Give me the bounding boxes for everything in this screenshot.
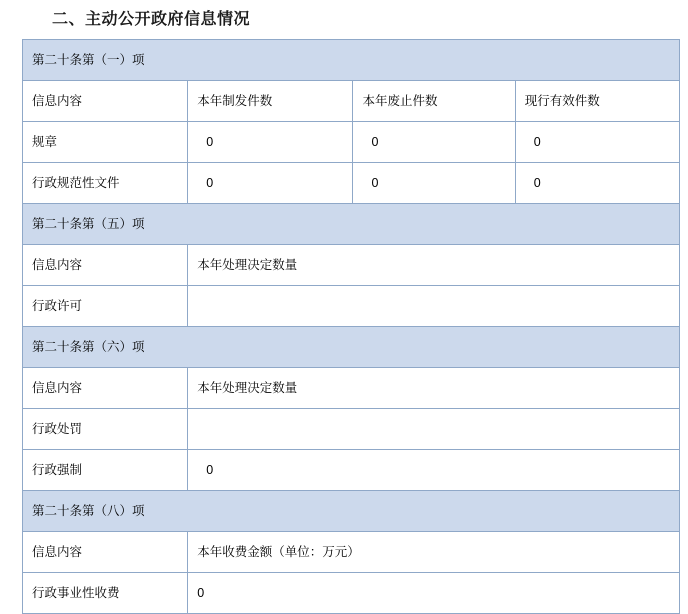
- table-row: [23, 573, 680, 614]
- row-label: 信息内容: [23, 368, 188, 409]
- cell-value-text: 0: [206, 176, 214, 190]
- cell-value: [515, 163, 679, 204]
- table-row: [23, 532, 680, 573]
- table-row: [23, 163, 680, 204]
- row-label: 信息内容: [23, 532, 188, 573]
- row-label: 行政规范性文件: [23, 163, 188, 204]
- row-label: 规章: [23, 122, 188, 163]
- table-row: [23, 286, 680, 327]
- cell-value-text: 0: [533, 135, 541, 149]
- cell-value-text: 0: [206, 135, 214, 149]
- government-information-disclosure-table: [22, 39, 680, 614]
- table-row: [23, 245, 680, 286]
- row-label: 行政处罚: [23, 409, 188, 450]
- row-label: 信息内容: [23, 245, 188, 286]
- cell-value: [353, 163, 515, 204]
- column-header-value: 本年收费金额（单位：万元）: [188, 532, 680, 573]
- cell-value: [188, 409, 680, 450]
- section-heading-4: 第二十条第（八）项: [23, 491, 680, 532]
- table-row: [23, 450, 680, 491]
- table-row: [23, 368, 680, 409]
- column-header-a: 本年制发件数: [188, 81, 353, 122]
- section-heading-1: 第二十条第（一）项: [23, 40, 680, 81]
- section-heading-2: 第二十条第（五）项: [23, 204, 680, 245]
- page-title: 二、主动公开政府信息情况: [52, 11, 251, 28]
- row-label: 行政事业性收费: [23, 573, 188, 614]
- row-label: 行政强制: [23, 450, 188, 491]
- cell-value: [188, 450, 680, 491]
- table-row: [23, 40, 680, 81]
- row-label: 行政许可: [23, 286, 188, 327]
- table-row: [23, 409, 680, 450]
- section-heading-3: 第二十条第（六）项: [23, 327, 680, 368]
- column-header-c: 现行有效件数: [515, 81, 679, 122]
- table-row: [23, 122, 680, 163]
- cell-value: [515, 122, 679, 163]
- column-header-b: 本年废止件数: [353, 81, 515, 122]
- cell-value: [188, 163, 353, 204]
- column-header-value: 本年处理决定数量: [188, 245, 680, 286]
- cell-value-text: 0: [371, 176, 379, 190]
- column-header-value: 本年处理决定数量: [188, 368, 680, 409]
- table-row: [23, 204, 680, 245]
- cell-value: [353, 122, 515, 163]
- cell-value-text: 0: [371, 135, 379, 149]
- cell-value-text: 0: [206, 463, 214, 477]
- row-label: 信息内容: [23, 81, 188, 122]
- table-row: [23, 81, 680, 122]
- cell-value: 0: [188, 573, 680, 614]
- cell-value: [188, 122, 353, 163]
- table-row: [23, 491, 680, 532]
- cell-value-text: 0: [533, 176, 541, 190]
- table-row: [23, 327, 680, 368]
- cell-value: [188, 286, 680, 327]
